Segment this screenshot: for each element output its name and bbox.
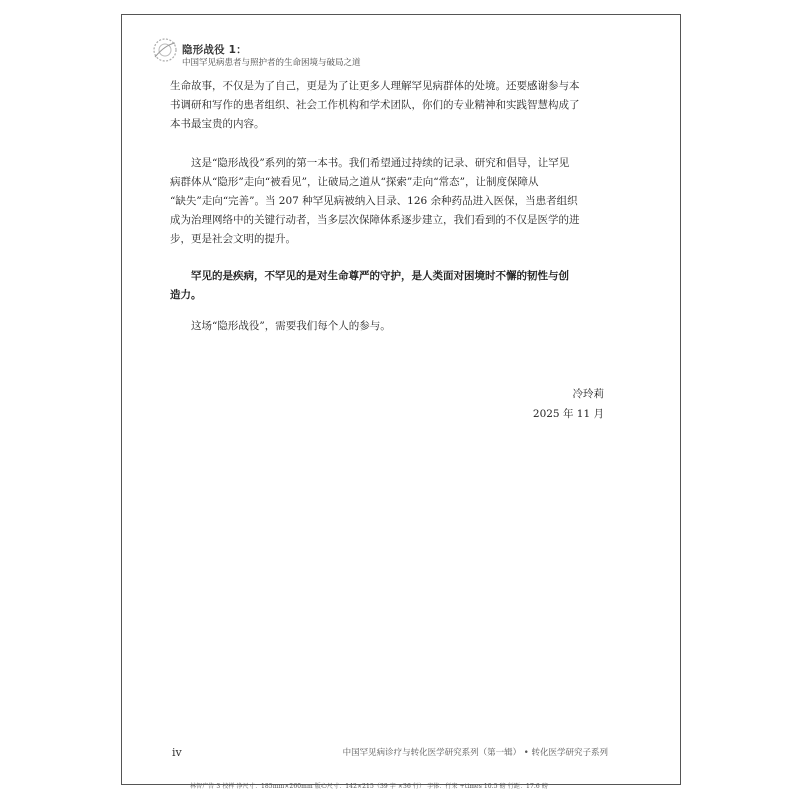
print-spec: 林智广告 3 校样 净尺寸：185mm×260mm 版心尺寸：142×215（39 字 ×36 行） 字体：行宋 +times 10.5 磅 行距：17.6 磅 xyxy=(190,783,548,790)
paragraph-line: 这是“隐形战役”系列的第一本书。我们希望通过持续的记录、研究和倡导，让罕见 xyxy=(191,157,570,169)
paragraph-line: 罕见的是疾病，不罕见的是对生命尊严的守护，是人类面对困境时不懈的韧性与创 xyxy=(191,270,569,282)
paragraph-line: 本书最宝贵的内容。 xyxy=(170,118,265,130)
paragraph-line: 成为治理网络中的关键行动者，当多层次保障体系逐步建立，我们看到的不仅是医学的进 xyxy=(170,214,580,226)
paragraph-line: “缺失”走向“完善”。当 207 种罕见病被纳入目录、126 余种药品进入医保，当患者组织 xyxy=(170,195,578,207)
header-title: 隐形战役 1： xyxy=(182,44,247,56)
running-footer: 中国罕见病诊疗与转化医学研究系列（第一辑） • 转化医学研究子系列 xyxy=(342,748,608,758)
signature-date: 2025 年 11 月 xyxy=(532,408,604,420)
paragraph-line: 生命故事，不仅是为了自己，更是为了让更多人理解罕见病群体的处境。还要感谢参与本 xyxy=(170,80,580,92)
header-subtitle: 中国罕见病患者与照护者的生命困境与破局之道 xyxy=(182,58,361,68)
paragraph-line: 造力。 xyxy=(170,289,202,301)
series-logo-icon xyxy=(152,35,178,65)
paragraph-line: 这场“隐形战役”，需要我们每个人的参与。 xyxy=(191,320,391,332)
paragraph-line: 病群体从“隐形”走向“被看见”，让破局之道从“探索”走向“常态”，让制度保障从 xyxy=(170,176,539,188)
paragraph-line: 书调研和写作的患者组织、社会工作机构和学术团队，你们的专业精神和实践智慧构成了 xyxy=(170,99,580,111)
signature-name: 冷玲莉 xyxy=(572,388,604,400)
paragraph-line: 步，更是社会文明的提升。 xyxy=(170,233,296,245)
page-number: iv xyxy=(172,746,182,759)
